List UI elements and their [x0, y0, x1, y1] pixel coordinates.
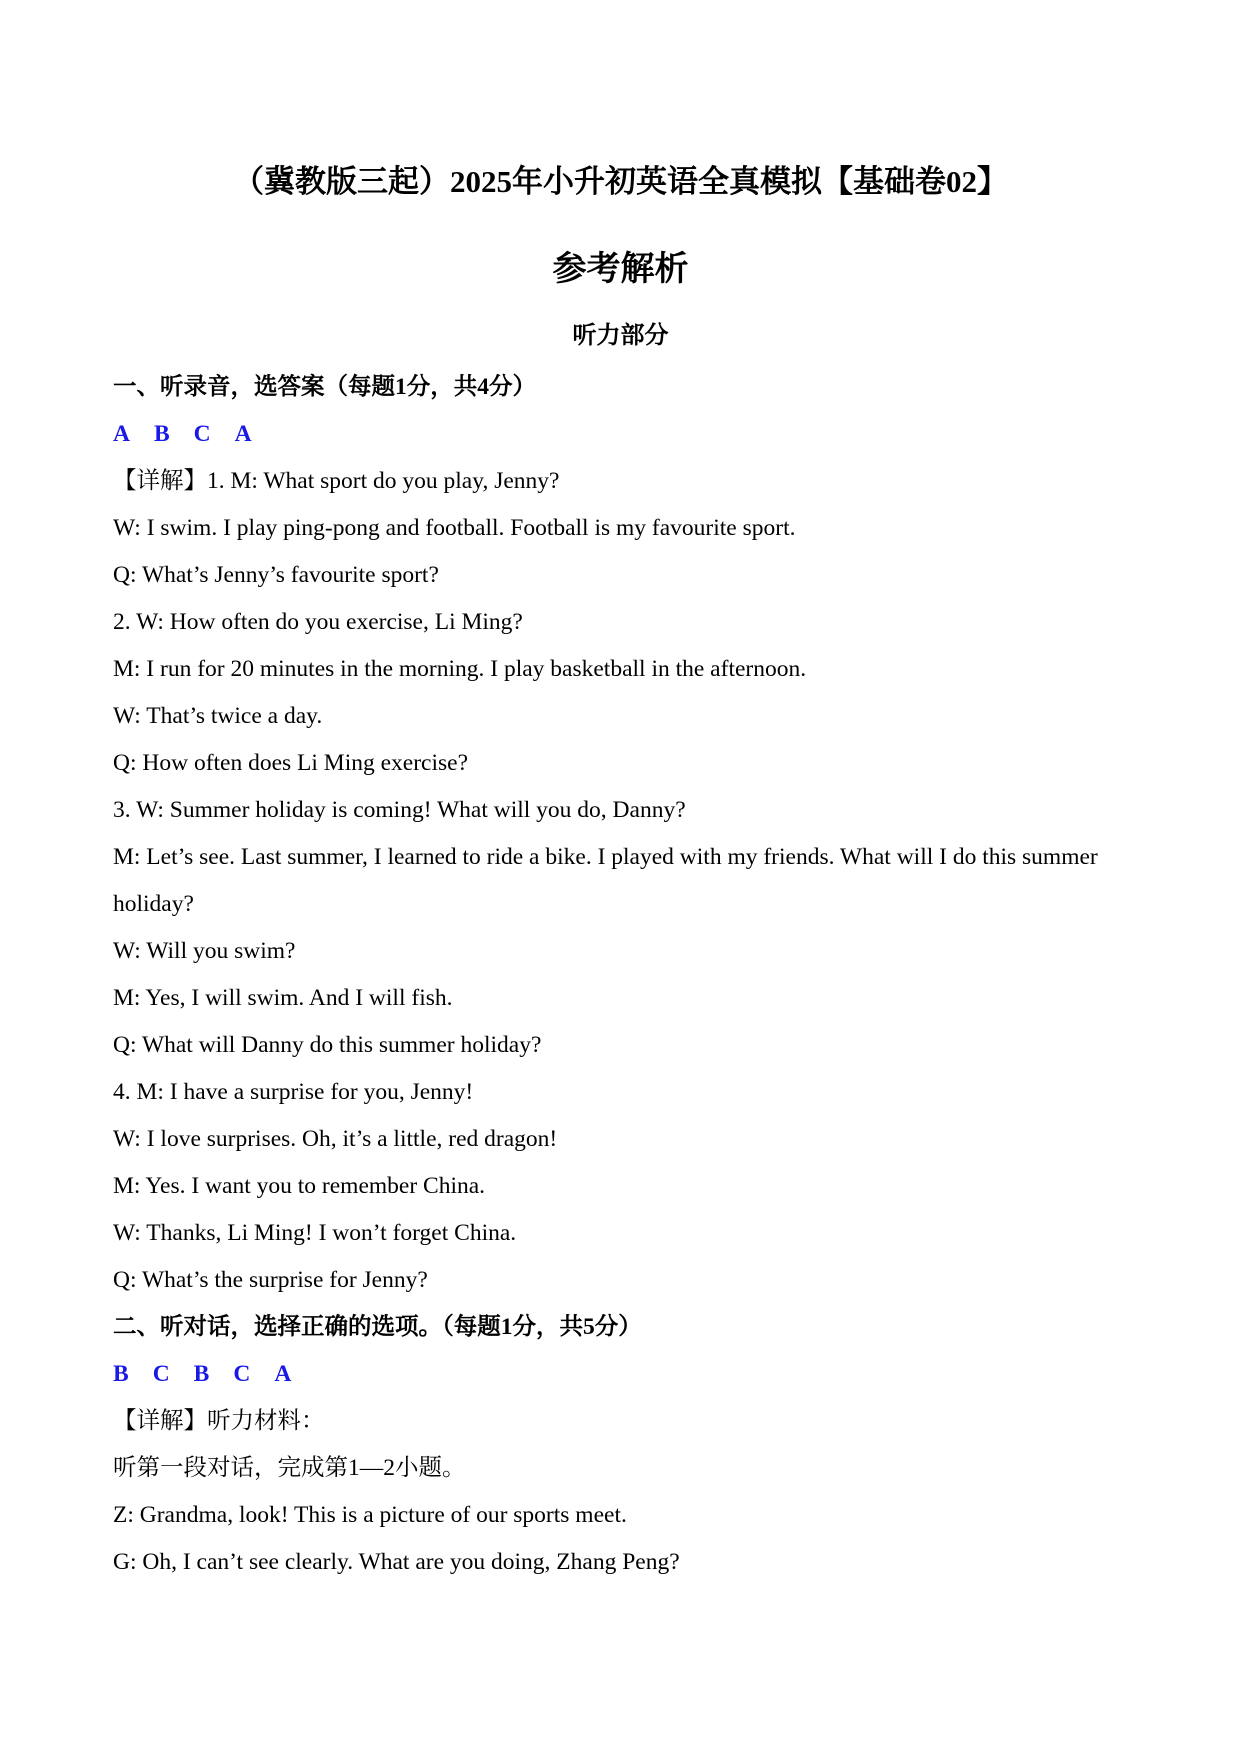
transcript-line: M: Let’s see. Last summer, I learned to ride a bike. I played with my friends. What will I do this summer holiday?	[113, 844, 1098, 917]
transcript-line: M: Yes, I will swim. And I will fish.	[113, 985, 453, 1011]
document-subtitle: 参考解析	[552, 251, 689, 288]
transcript-line: 【详解】1. M: What sport do you play, Jenny?	[113, 468, 560, 494]
document-title: （冀教版三起）2025年小升初英语全真模拟【基础卷02】	[233, 164, 1008, 199]
transcript-line: 2. W: How often do you exercise, Li Ming?	[113, 609, 523, 635]
transcript-line: 【详解】听力材料：	[113, 1408, 325, 1434]
transcript-line: Q: How often does Li Ming exercise?	[113, 750, 469, 776]
part2-heading: 二、听对话，选择正确的选项。（每题1分，共5分）	[113, 1314, 642, 1340]
answer-item: C	[152, 1361, 170, 1387]
transcript-line: Q: What’s Jenny’s favourite sport?	[113, 562, 439, 588]
answer-item: C	[193, 421, 211, 447]
part1-answers	[113, 411, 1133, 458]
transcript-line: 听第一段对话，完成第1—2小题。	[113, 1455, 466, 1481]
answer-item: A	[113, 421, 130, 447]
transcript-line: Q: What will Danny do this summer holiday?	[113, 1032, 542, 1058]
transcript-line: 3. W: Summer holiday is coming! What will you do, Danny?	[113, 797, 686, 823]
transcript-line: Q: What’s the surprise for Jenny?	[113, 1267, 428, 1293]
transcript-line: M: I run for 20 minutes in the morning. I play basketball in the afternoon.	[113, 656, 807, 682]
transcript-line: 4. M: I have a surprise for you, Jenny!	[113, 1079, 474, 1105]
transcript-line: W: That’s twice a day.	[113, 703, 323, 729]
transcript-line: M: Yes. I want you to remember China.	[113, 1173, 486, 1199]
transcript-line: W: Will you swim?	[113, 938, 296, 964]
transcript-line: W: I swim. I play ping-pong and football. Football is my favourite sport.	[113, 515, 796, 541]
part1-heading: 一、听录音，选答案（每题1分，共4分）	[113, 374, 536, 400]
answer-item: B	[113, 1361, 129, 1387]
transcript-line: G: Oh, I can’t see clearly. What are you doing, Zhang Peng?	[113, 1549, 680, 1575]
transcript-line: W: Thanks, Li Ming! I won’t forget China.	[113, 1220, 517, 1246]
section-title: 听力部分	[572, 323, 669, 349]
answer-item: C	[233, 1361, 251, 1387]
answer-item: B	[153, 421, 170, 447]
answer-item: A	[234, 421, 252, 447]
part2-answers	[113, 1351, 1133, 1398]
transcript-line: W: I love surprises. Oh, it’s a little, red dragon!	[113, 1126, 558, 1152]
answer-item: A	[274, 1361, 292, 1387]
transcript-line: Z: Grandma, look! This is a picture of our sports meet.	[113, 1502, 627, 1528]
document-body	[113, 364, 1133, 1586]
answer-item: B	[193, 1361, 210, 1387]
